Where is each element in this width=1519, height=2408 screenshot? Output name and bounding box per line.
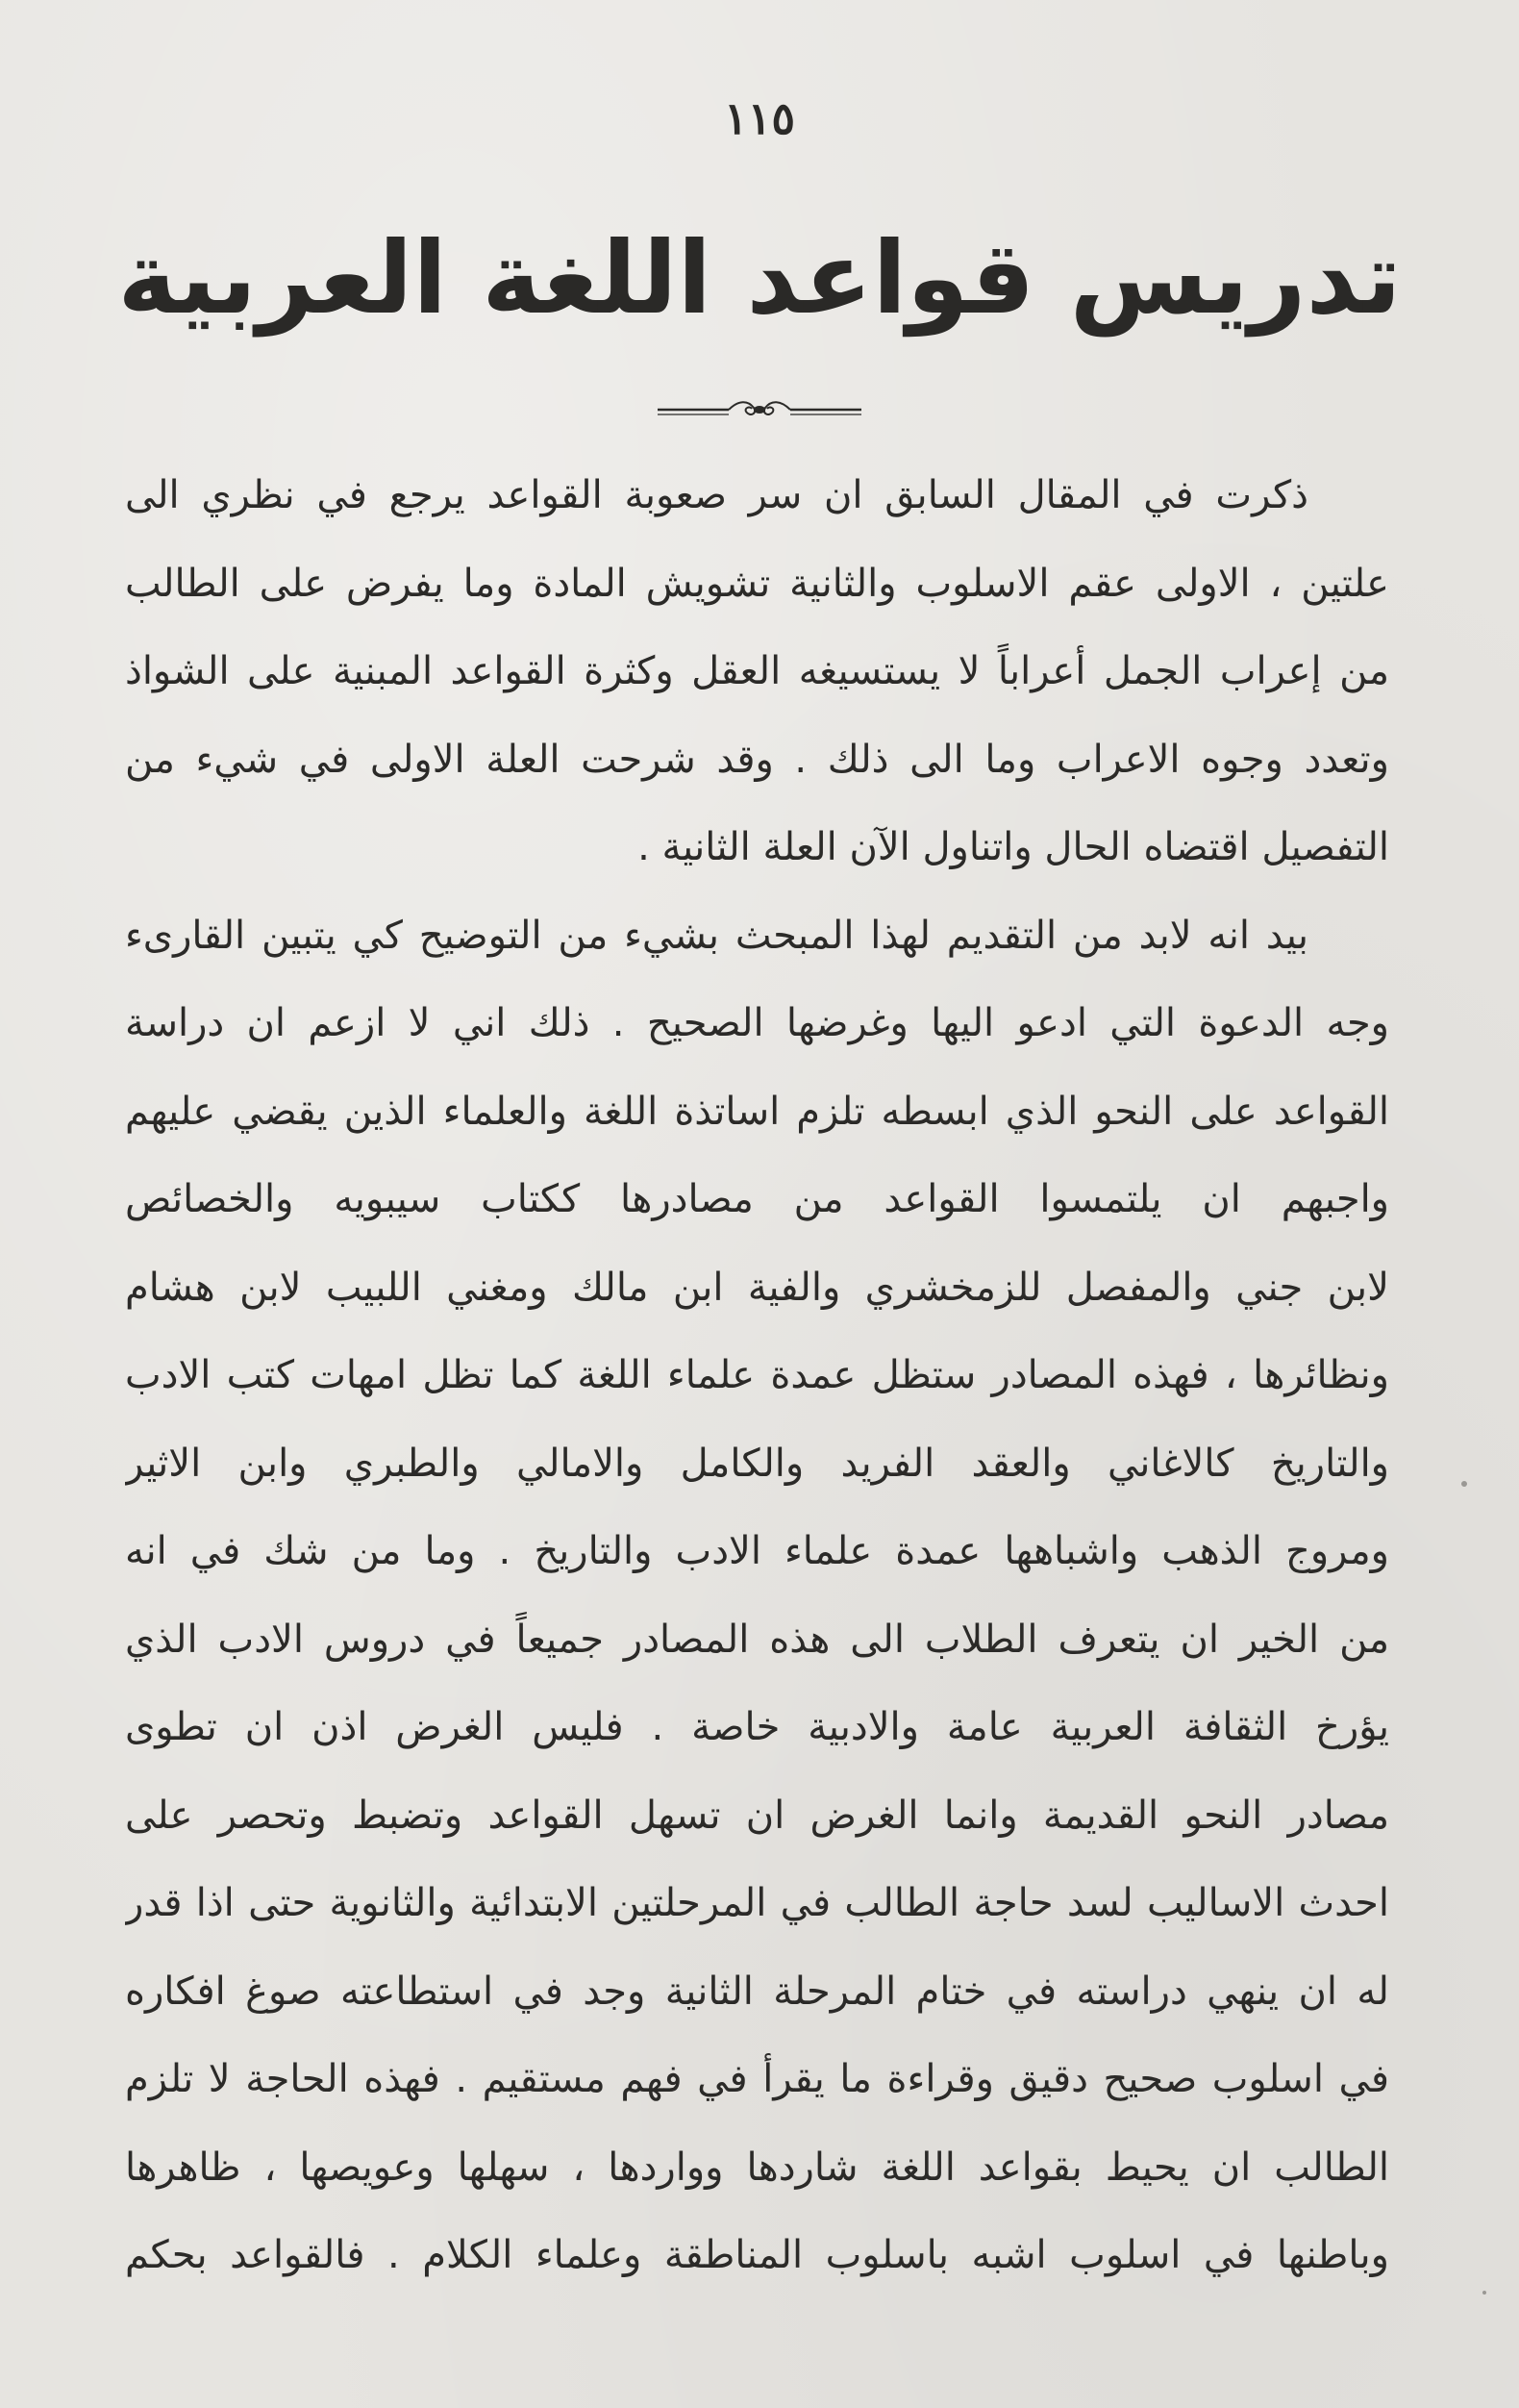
text-line: في اسلوب صحيح دقيق وقراءة ما يقرأ في فهم مستقيم . فهذه الحاجة لا تلزم (125, 2057, 1389, 2101)
text-line: والتاريخ كالاغاني والعقد الفريد والكامل والامالي والطبري وابن الاثير (125, 1441, 1389, 1486)
text-line: بيد انه لابد من التقديم لهذا المبحث بشيء من التوضيح كي يتبين القارىء (125, 913, 1308, 958)
text-line: مصادر النحو القديمة وانما الغرض ان تسهل القواعد وتضبط وتحصر على (125, 1793, 1389, 1838)
page-number: ١١٥ (723, 92, 796, 144)
text-line: التفصيل اقتضاه الحال واتناول الآن العلة الثانية . (637, 825, 1389, 869)
text-line: وتعدد وجوه الاعراب وما الى ذلك . وقد شرحت العلة الاولى في شيء من (125, 737, 1389, 782)
text-line: الطالب ان يحيط بقواعد اللغة شاردها وواردها ، سهلها وعويصها ، ظاهرها (125, 2145, 1389, 2190)
text-line: علتين ، الاولى عقم الاسلوب والثانية تشويش المادة وما يفرض على الطالب (125, 561, 1389, 606)
article-title: تدريس قواعد اللغة العربية (117, 219, 1402, 337)
text-line: من إعراب الجمل أعراباً لا يستسيغه العقل وكثرة القواعد المبنية على الشواذ (125, 649, 1389, 693)
text-line: يؤرخ الثقافة العربية عامة والادبية خاصة . فليس الغرض اذن ان تطوى (125, 1705, 1389, 1749)
text-line: ومروج الذهب واشباهها عمدة علماء الادب والتاريخ . وما من شك في انه (125, 1529, 1389, 1573)
article-body (125, 452, 1389, 2300)
decorative-flourish-icon (654, 396, 865, 423)
text-line: احدث الاساليب لسد حاجة الطالب في المرحلتين الابتدائية والثانوية حتى اذا قدر (125, 1881, 1389, 1925)
text-line: لابن جني والمفصل للزمخشري والفية ابن مالك ومغني اللبيب لابن هشام (125, 1265, 1389, 1310)
text-line: وجه الدعوة التي ادعو اليها وغرضها الصحيح . ذلك اني لا ازعم ان دراسة (125, 1001, 1389, 1045)
scan-speck (1482, 2291, 1486, 2295)
text-line: واجبهم ان يلتمسوا القواعد من مصادرها ككتاب سيبويه والخصائص (125, 1177, 1389, 1221)
text-line: له ان ينهي دراسته في ختام المرحلة الثانية وجد في استطاعته صوغ افكاره (125, 1969, 1389, 2014)
text-line: من الخير ان يتعرف الطلاب الى هذه المصادر جميعاً في دروس الادب الذي (125, 1617, 1389, 1662)
text-line: القواعد على النحو الذي ابسطه تلزم اساتذة اللغة والعلماء الذين يقضي عليهم (125, 1089, 1389, 1134)
text-line: وباطنها في اسلوب اشبه باسلوب المناطقة وعلماء الكلام . فالقواعد بحكم (125, 2233, 1389, 2277)
text-line: ذكرت في المقال السابق ان سر صعوبة القواعد يرجع في نظري الى (125, 473, 1308, 517)
scan-speck (1461, 1481, 1467, 1487)
text-line: ونظائرها ، فهذه المصادر ستظل عمدة علماء اللغة كما تظل امهات كتب الادب (125, 1353, 1389, 1397)
